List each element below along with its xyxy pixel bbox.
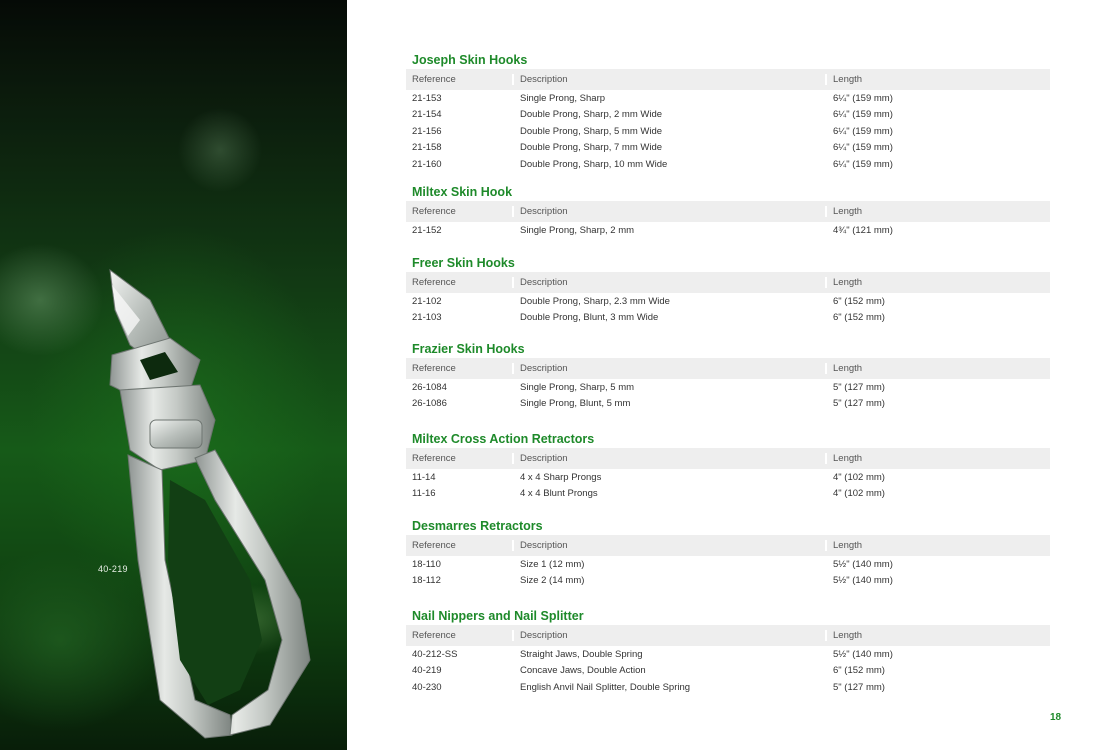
section-joseph-skin-hooks <box>406 51 1050 173</box>
section-miltex-skin-hook <box>406 183 1050 239</box>
table-row <box>406 379 1050 396</box>
cell-description: Double Prong, Sharp, 5 mm Wide <box>512 126 825 137</box>
cell-description: Double Prong, Sharp, 10 mm Wide <box>512 159 825 170</box>
table-row <box>406 469 1050 486</box>
header-description: Description <box>512 630 825 641</box>
table-row <box>406 156 1050 173</box>
cell-length: 6¼" (159 mm) <box>825 142 1050 153</box>
table-row <box>406 90 1050 107</box>
cell-description: Single Prong, Sharp, 5 mm <box>512 382 825 393</box>
header-reference: Reference <box>412 277 456 288</box>
cell-reference: 40-219 <box>412 665 442 677</box>
header-reference: Reference <box>412 206 456 217</box>
section-miltex-cross-action-retractors <box>406 430 1050 502</box>
cell-reference: 40-212-SS <box>412 648 458 660</box>
cell-length: 6" (152 mm) <box>825 312 1050 323</box>
table-row <box>406 663 1050 680</box>
cell-description: English Anvil Nail Splitter, Double Spring <box>512 682 825 693</box>
header-reference: Reference <box>412 630 456 641</box>
header-description: Description <box>512 453 825 464</box>
cell-description: Size 2 (14 mm) <box>512 575 825 586</box>
table-row <box>406 123 1050 140</box>
cell-length: 6¼" (159 mm) <box>825 93 1050 104</box>
section-title: Joseph Skin Hooks <box>412 53 528 67</box>
section-title: Desmarres Retractors <box>412 519 543 533</box>
nail-nipper-illustration <box>0 0 347 750</box>
cell-reference: 21-153 <box>412 92 442 104</box>
cell-reference: 21-102 <box>412 295 442 307</box>
table-header <box>406 358 1050 379</box>
cell-reference: 26-1084 <box>412 381 447 393</box>
table-row <box>406 646 1050 663</box>
cell-length: 5" (127 mm) <box>825 382 1050 393</box>
table-row <box>406 556 1050 573</box>
table-row <box>406 293 1050 310</box>
cell-length: 4¾" (121 mm) <box>825 225 1050 236</box>
header-description: Description <box>512 540 825 551</box>
table-row <box>406 222 1050 239</box>
cell-reference: 40-230 <box>412 681 442 693</box>
table-header <box>406 201 1050 222</box>
cell-description: Double Prong, Sharp, 2 mm Wide <box>512 109 825 120</box>
header-description: Description <box>512 277 825 288</box>
table-row <box>406 310 1050 327</box>
cell-description: Double Prong, Blunt, 3 mm Wide <box>512 312 825 323</box>
cell-length: 5" (127 mm) <box>825 682 1050 693</box>
cell-reference: 21-154 <box>412 109 442 121</box>
header-length: Length <box>825 540 1050 551</box>
cell-reference: 21-158 <box>412 142 442 154</box>
table-header <box>406 448 1050 469</box>
header-length: Length <box>825 363 1050 374</box>
header-description: Description <box>512 363 825 374</box>
cell-reference: 21-160 <box>412 158 442 170</box>
header-length: Length <box>825 277 1050 288</box>
cell-reference: 11-16 <box>412 488 436 500</box>
cell-description: 4 x 4 Sharp Prongs <box>512 472 825 483</box>
cell-length: 6¼" (159 mm) <box>825 126 1050 137</box>
cell-reference: 21-152 <box>412 224 442 236</box>
table-header <box>406 535 1050 556</box>
cell-length: 5½" (140 mm) <box>825 575 1050 586</box>
cell-reference: 26-1086 <box>412 398 447 410</box>
cell-length: 6¼" (159 mm) <box>825 159 1050 170</box>
cell-reference: 18-112 <box>412 575 441 587</box>
cell-description: Single Prong, Sharp, 2 mm <box>512 225 825 236</box>
cell-description: Double Prong, Sharp, 7 mm Wide <box>512 142 825 153</box>
section-nail-nippers-and-nail-splitter <box>406 607 1050 696</box>
cell-length: 4" (102 mm) <box>825 488 1050 499</box>
cell-length: 4" (102 mm) <box>825 472 1050 483</box>
section-title: Miltex Cross Action Retractors <box>412 432 595 446</box>
header-reference: Reference <box>412 540 456 551</box>
cell-length: 5" (127 mm) <box>825 398 1050 409</box>
section-title: Frazier Skin Hooks <box>412 342 525 356</box>
page-number: 18 <box>1050 712 1062 723</box>
table-row <box>406 679 1050 696</box>
cell-length: 6" (152 mm) <box>825 296 1050 307</box>
section-title: Nail Nippers and Nail Splitter <box>412 609 584 623</box>
header-length: Length <box>825 206 1050 217</box>
cell-reference: 21-156 <box>412 125 442 137</box>
cell-description: Size 1 (12 mm) <box>512 559 825 570</box>
section-freer-skin-hooks <box>406 254 1050 326</box>
cell-description: Single Prong, Blunt, 5 mm <box>512 398 825 409</box>
cell-description: Straight Jaws, Double Spring <box>512 649 825 660</box>
table-header <box>406 272 1050 293</box>
header-description: Description <box>512 206 825 217</box>
product-photo-panel <box>0 0 347 750</box>
cell-description: Single Prong, Sharp <box>512 93 825 104</box>
table-row <box>406 573 1050 590</box>
cell-length: 5½" (140 mm) <box>825 559 1050 570</box>
cell-description: 4 x 4 Blunt Prongs <box>512 488 825 499</box>
cell-reference: 18-110 <box>412 558 441 570</box>
table-row <box>406 107 1050 124</box>
cell-reference: 11-14 <box>412 471 436 483</box>
cell-length: 5½" (140 mm) <box>825 649 1050 660</box>
table-row <box>406 486 1050 503</box>
header-length: Length <box>825 453 1050 464</box>
section-desmarres-retractors <box>406 517 1050 589</box>
table-header <box>406 69 1050 90</box>
table-row <box>406 140 1050 157</box>
header-length: Length <box>825 630 1050 641</box>
header-length: Length <box>825 74 1050 85</box>
cell-reference: 21-103 <box>412 312 442 324</box>
cell-description: Concave Jaws, Double Action <box>512 665 825 676</box>
section-title: Freer Skin Hooks <box>412 256 515 270</box>
cell-length: 6¼" (159 mm) <box>825 109 1050 120</box>
header-reference: Reference <box>412 453 456 464</box>
cell-description: Double Prong, Sharp, 2.3 mm Wide <box>512 296 825 307</box>
header-description: Description <box>512 74 825 85</box>
header-reference: Reference <box>412 74 456 85</box>
photo-caption: 40-219 <box>98 564 128 574</box>
table-row <box>406 396 1050 413</box>
section-frazier-skin-hooks <box>406 340 1050 412</box>
table-header <box>406 625 1050 646</box>
cell-length: 6" (152 mm) <box>825 665 1050 676</box>
section-title: Miltex Skin Hook <box>412 185 513 199</box>
header-reference: Reference <box>412 363 456 374</box>
